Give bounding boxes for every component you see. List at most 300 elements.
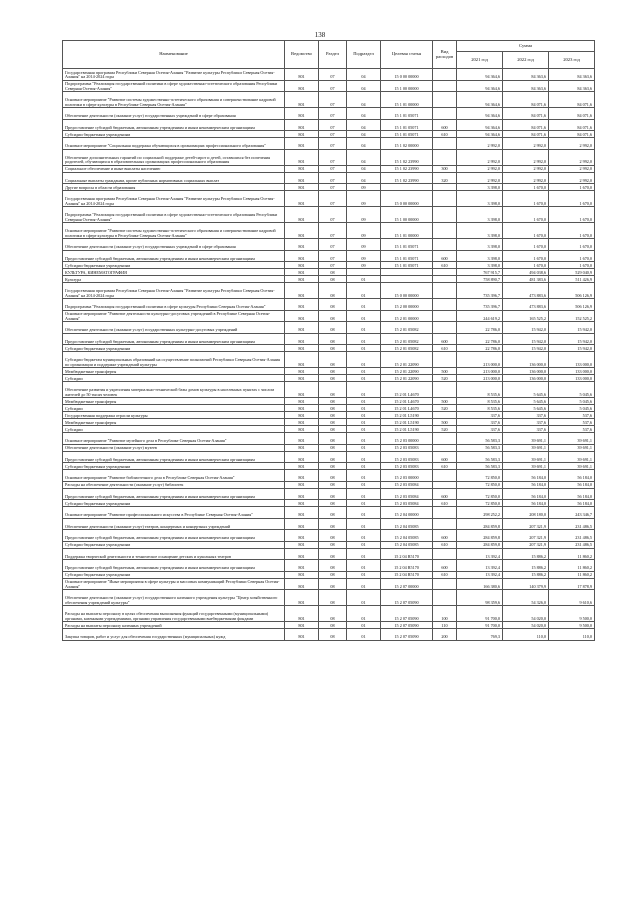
row-exp-type [433, 518, 457, 530]
row-sum-2021: 56 583,3 [457, 444, 503, 451]
row-sum-2022: 2 992,0 [503, 138, 549, 150]
row-section: 08 [319, 590, 347, 606]
row-sum-2022: 39 691,1 [503, 463, 549, 470]
row-sum-2023: 537,6 [549, 419, 595, 426]
row-name: Обеспечение деятельности (оказание услуг) музеев [63, 444, 285, 451]
row-sum-2022: 481 383,6 [503, 276, 549, 283]
row-subsection: 04 [347, 172, 381, 184]
row-exp-type: 520 [433, 375, 457, 382]
row-sum-2023: 39 691,1 [549, 463, 595, 470]
row-sum-2021: 2 992,0 [457, 172, 503, 184]
table-row [63, 622, 595, 629]
row-exp-type [433, 470, 457, 482]
row-exp-type [433, 433, 457, 445]
row-sum-2022: 56 184,0 [503, 488, 549, 500]
row-name: Субсидии бюджетным учреждениям [63, 500, 285, 507]
row-sum-2021: 735 396,7 [457, 299, 503, 311]
row-exp-type: 600 [433, 333, 457, 345]
table-row [63, 398, 595, 405]
row-sum-2023: 84 363,6 [549, 69, 595, 81]
row-subsection: 01 [347, 310, 381, 322]
row-sum-2023: 11 860,2 [549, 560, 595, 572]
row-sum-2023: 39 691,1 [549, 451, 595, 463]
row-target: 15 1 02 23990 [381, 172, 433, 184]
row-target: 15 2 03 05083 [381, 463, 433, 470]
row-sum-2021: 94 364,6 [457, 92, 503, 108]
row-sum-2023: 84 363,6 [549, 80, 595, 92]
row-section: 08 [319, 451, 347, 463]
row-ministry: 801 [285, 433, 319, 445]
row-exp-type [433, 481, 457, 488]
row-sum-2023: 84 071,6 [549, 108, 595, 120]
row-subsection: 01 [347, 500, 381, 507]
row-ministry: 801 [285, 578, 319, 590]
row-exp-type: 600 [433, 250, 457, 262]
row-name: Предоставление субсидий бюджетным, автономным учреждениям и иным некоммерческим организациям [63, 333, 285, 345]
row-sum-2022: 207 321,9 [503, 541, 549, 548]
row-subsection: 01 [347, 578, 381, 590]
row-subsection: 04 [347, 149, 381, 165]
budget-table [62, 40, 595, 641]
row-ministry: 801 [285, 92, 319, 108]
row-name: Предоставление субсидий бюджетным, автономным учреждениям и иным некоммерческим организациям [63, 451, 285, 463]
row-ministry: 801 [285, 518, 319, 530]
table-row [63, 530, 595, 542]
row-subsection: 01 [347, 375, 381, 382]
row-target: 15 2 07 05090 [381, 622, 433, 629]
row-sum-2023: 506 126,9 [549, 283, 595, 299]
row-target: 15 2 04 00000 [381, 507, 433, 519]
row-exp-type [433, 223, 457, 239]
row-name: Основное мероприятие "Иные мероприятия в сфере культуры и массовых коммуникаций Республики Северная Осетия-Алания" [63, 578, 285, 590]
row-exp-type: 520 [433, 426, 457, 433]
row-section: 08 [319, 488, 347, 500]
row-subsection: 09 [347, 191, 381, 207]
row-subsection: 01 [347, 541, 381, 548]
row-ministry: 801 [285, 560, 319, 572]
row-sum-2023: 5 045,6 [549, 382, 595, 398]
row-sum-2021: 213 000,0 [457, 368, 503, 375]
row-sum-2022: 136 000,0 [503, 368, 549, 375]
row-exp-type: 610 [433, 541, 457, 548]
row-ministry: 801 [285, 191, 319, 207]
row-sum-2022: 337,6 [503, 412, 549, 419]
row-target: 15 2 01 00000 [381, 310, 433, 322]
row-section: 07 [319, 207, 347, 223]
row-sum-2022: 207 321,9 [503, 530, 549, 542]
row-sum-2022: 136 000,0 [503, 375, 549, 382]
row-exp-type [433, 548, 457, 560]
row-ministry: 801 [285, 345, 319, 352]
row-subsection: 01 [347, 518, 381, 530]
row-sum-2023: 56 184,0 [549, 470, 595, 482]
row-name: Межбюджетные трансферты [63, 368, 285, 375]
row-sum-2023: 2 992,0 [549, 138, 595, 150]
row-sum-2023: 529 040,9 [549, 269, 595, 276]
table-row [63, 419, 595, 426]
row-sum-2022: 494 038,6 [503, 269, 549, 276]
row-section: 07 [319, 149, 347, 165]
row-section: 08 [319, 481, 347, 488]
row-exp-type [433, 239, 457, 251]
row-section: 08 [319, 419, 347, 426]
header-sum: Сумма [457, 41, 595, 52]
row-section: 07 [319, 119, 347, 131]
row-target: 15 2 04 05085 [381, 541, 433, 548]
row-name: Расходы на выплаты персоналу в целях обеспечения выполнения функций государственными (муниципальными) органами, казенными учреждениями, органами управления государственными внебюджетными фондами [63, 606, 285, 622]
row-sum-2022: 15 886,2 [503, 571, 549, 578]
row-section: 08 [319, 405, 347, 412]
row-target: 15 2 01 L5190 [381, 412, 433, 419]
row-ministry: 801 [285, 500, 319, 507]
row-subsection: 09 [347, 207, 381, 223]
row-name: Субсидии бюджетным учреждениям [63, 131, 285, 138]
row-subsection: 01 [347, 382, 381, 398]
row-sum-2022: 15 886,2 [503, 560, 549, 572]
row-sum-2023: 56 184,0 [549, 500, 595, 507]
row-sum-2023: 537,6 [549, 426, 595, 433]
row-sum-2021: 8 535,6 [457, 405, 503, 412]
row-target: 15 2 03 05084 [381, 481, 433, 488]
row-ministry: 801 [285, 590, 319, 606]
row-name: Расходы на обеспечение деятельности (оказание услуг) библиотек [63, 481, 285, 488]
row-sum-2021: 72 850,0 [457, 500, 503, 507]
row-name: Государственная программа Республики Северная Осетия-Алания "Развитие культуры Республики Северная Осетия-Алания" на 2014-2024 годы [63, 69, 285, 81]
row-sum-2022: 165 525,2 [503, 310, 549, 322]
row-section: 08 [319, 518, 347, 530]
row-subsection: 04 [347, 108, 381, 120]
table-row [63, 250, 595, 262]
row-target: 15 2 03 00000 [381, 470, 433, 482]
row-target: 15 2 07 05090 [381, 590, 433, 606]
row-sum-2021: 3 398,0 [457, 239, 503, 251]
row-exp-type [433, 184, 457, 191]
row-sum-2021: 72 850,0 [457, 481, 503, 488]
row-target [381, 269, 433, 276]
row-subsection: 01 [347, 299, 381, 311]
row-sum-2022: 2 992,0 [503, 165, 549, 172]
row-section: 08 [319, 283, 347, 299]
row-sum-2022: 136 000,0 [503, 352, 549, 368]
row-target: 15 1 02 23990 [381, 149, 433, 165]
row-name: Субсидии [63, 375, 285, 382]
row-sum-2023: 1 670,0 [549, 223, 595, 239]
table-row [63, 149, 595, 165]
row-name: Поддержка творческой деятельности и техническое оснащение детских и кукольных театров [63, 548, 285, 560]
row-sum-2022: 473 883,6 [503, 283, 549, 299]
table-row [63, 138, 595, 150]
row-name: Обеспечение деятельности (оказание услуг) государственных учреждений в сфере образования [63, 239, 285, 251]
row-name: КУЛЬТУРА, КИНЕМАТОГРАФИЯ [63, 269, 285, 276]
row-exp-type [433, 92, 457, 108]
row-name: Обеспечение деятельности (оказание услуг) государственных учреждений в сфере образования [63, 108, 285, 120]
row-subsection: 01 [347, 333, 381, 345]
row-exp-type [433, 80, 457, 92]
row-ministry: 801 [285, 382, 319, 398]
row-section: 08 [319, 310, 347, 322]
row-section: 08 [319, 629, 347, 641]
header-subsection: Подраздел [347, 41, 381, 69]
header-year-2022: 2022 год [503, 52, 549, 69]
row-sum-2022: 84 363,6 [503, 69, 549, 81]
row-name: Подпрограмма "Реализация государственной политики в сфере художественно-эстетического образования Республики Северная Осетия-Алания" [63, 207, 285, 223]
row-section: 08 [319, 444, 347, 451]
row-sum-2023: 133 000,0 [549, 352, 595, 368]
row-ministry: 801 [285, 119, 319, 131]
table-row [63, 433, 595, 445]
table-row [63, 345, 595, 352]
table-row [63, 451, 595, 463]
row-ministry: 801 [285, 172, 319, 184]
row-target: 15 0 00 00000 [381, 69, 433, 81]
row-exp-type: 200 [433, 629, 457, 641]
row-section: 08 [319, 398, 347, 405]
row-target: 15 2 01 05082 [381, 322, 433, 334]
row-sum-2021: 13 392,4 [457, 548, 503, 560]
row-ministry: 801 [285, 412, 319, 419]
row-sum-2021: 22 786,0 [457, 345, 503, 352]
row-sum-2023: 84 071,6 [549, 119, 595, 131]
row-target: 15 2 01 L4670 [381, 405, 433, 412]
row-section: 07 [319, 262, 347, 269]
table-row [63, 262, 595, 269]
row-sum-2021: 94 364,6 [457, 119, 503, 131]
row-subsection: 01 [347, 352, 381, 368]
row-exp-type [433, 507, 457, 519]
row-sum-2023: 506 126,9 [549, 299, 595, 311]
row-section: 07 [319, 172, 347, 184]
row-subsection: 01 [347, 590, 381, 606]
row-sum-2022: 2 992,0 [503, 172, 549, 184]
row-sum-2023: 84 071,6 [549, 131, 595, 138]
row-sum-2021: 767 915,7 [457, 269, 503, 276]
row-section: 08 [319, 606, 347, 622]
row-target: 15 2 01 L5190 [381, 419, 433, 426]
table-row [63, 283, 595, 299]
table-row [63, 541, 595, 548]
row-subsection: 01 [347, 481, 381, 488]
row-ministry: 801 [285, 405, 319, 412]
table-row [63, 172, 595, 184]
row-name: Предоставление субсидий бюджетным, автономным учреждениям и иным некоммерческим организациям [63, 488, 285, 500]
row-ministry: 801 [285, 488, 319, 500]
row-subsection: 04 [347, 92, 381, 108]
row-sum-2022: 1 670,0 [503, 191, 549, 207]
table-row [63, 578, 595, 590]
row-section: 07 [319, 184, 347, 191]
row-sum-2021: 284 859,8 [457, 518, 503, 530]
row-sum-2022: 84 071,6 [503, 92, 549, 108]
row-target: 15 2 00 00000 [381, 299, 433, 311]
row-sum-2022: 84 071,6 [503, 108, 549, 120]
row-target: 15 2 04 05085 [381, 530, 433, 542]
row-sum-2023: 9 500,0 [549, 622, 595, 629]
row-sum-2021: 72 850,0 [457, 470, 503, 482]
row-subsection: 01 [347, 276, 381, 283]
row-subsection: 01 [347, 560, 381, 572]
row-subsection: 01 [347, 283, 381, 299]
row-name: Предоставление субсидий бюджетным, автономным учреждениям и иным некоммерческим организациям [63, 119, 285, 131]
row-exp-type: 320 [433, 172, 457, 184]
row-sum-2022: 1 670,0 [503, 239, 549, 251]
row-target: 15 1 00 00000 [381, 207, 433, 223]
row-section: 07 [319, 108, 347, 120]
row-target [381, 276, 433, 283]
row-sum-2023: 1 670,0 [549, 262, 595, 269]
table-row [63, 108, 595, 120]
row-target: 15 1 01 00000 [381, 92, 433, 108]
header-year-2023: 2023 год [549, 52, 595, 69]
row-sum-2023: 231 486,5 [549, 518, 595, 530]
row-subsection: 01 [347, 571, 381, 578]
row-name: Обеспечение деятельности (оказание услуг) театров, концертных и концертных учреждений [63, 518, 285, 530]
row-ministry: 801 [285, 463, 319, 470]
row-sum-2023: 2 992,0 [549, 165, 595, 172]
header-exp-type: Вид расходов [433, 41, 457, 69]
row-target: 15 2 01 L5190 [381, 426, 433, 433]
table-row [63, 119, 595, 131]
row-name: Субсидии [63, 426, 285, 433]
row-target: 15 2 03 05084 [381, 500, 433, 507]
row-ministry: 801 [285, 606, 319, 622]
row-subsection: 01 [347, 419, 381, 426]
row-sum-2023: 231 486,5 [549, 541, 595, 548]
table-row [63, 269, 595, 276]
row-sum-2022: 56 184,0 [503, 481, 549, 488]
row-name: Межбюджетные трансферты [63, 419, 285, 426]
row-section: 07 [319, 131, 347, 138]
row-section: 08 [319, 352, 347, 368]
row-section: 08 [319, 548, 347, 560]
row-ministry: 801 [285, 481, 319, 488]
row-sum-2023: 537,6 [549, 412, 595, 419]
table-row [63, 310, 595, 322]
row-ministry: 801 [285, 239, 319, 251]
row-name: Государственная программа Республики Северная Осетия-Алания "Развитие культуры Республики Северная Осетия-Алания" на 2014-2024 годы [63, 283, 285, 299]
table-row [63, 207, 595, 223]
row-exp-type [433, 191, 457, 207]
row-section: 07 [319, 138, 347, 150]
table-row [63, 548, 595, 560]
row-subsection: 04 [347, 138, 381, 150]
row-name: Социальные выплаты гражданам, кроме публичных нормативных социальных выплат [63, 172, 285, 184]
row-section: 08 [319, 412, 347, 419]
row-name: Субсидии бюджетным учреждениям [63, 541, 285, 548]
row-exp-type: 600 [433, 560, 457, 572]
row-name: Предоставление субсидий бюджетным, автономным учреждениям и иным некоммерческим организациям [63, 560, 285, 572]
row-ministry: 801 [285, 283, 319, 299]
row-sum-2023: 39 691,1 [549, 444, 595, 451]
table-row [63, 463, 595, 470]
row-exp-type: 610 [433, 131, 457, 138]
row-sum-2021: 13 392,4 [457, 560, 503, 572]
table-row [63, 560, 595, 572]
row-exp-type: 110 [433, 622, 457, 629]
row-ministry: 801 [285, 149, 319, 165]
row-sum-2023: 243 346,7 [549, 507, 595, 519]
row-sum-2023: 11 860,2 [549, 571, 595, 578]
row-sum-2022: 1 670,0 [503, 262, 549, 269]
row-name: Обеспечение дополнительных гарантий по социальной поддержке детей-сирот и детей, оставшихся без попечения родителей, обучающихся в образовательных организациях профессионального образования [63, 149, 285, 165]
row-section: 08 [319, 433, 347, 445]
row-ministry: 801 [285, 269, 319, 276]
row-sum-2021: 91 700,0 [457, 622, 503, 629]
row-target: 15 2 01 L4670 [381, 398, 433, 405]
row-target: 15 2 04 R5170 [381, 571, 433, 578]
row-exp-type [433, 283, 457, 299]
row-sum-2023: 15 942,0 [549, 322, 595, 334]
row-ministry: 801 [285, 419, 319, 426]
row-section: 08 [319, 622, 347, 629]
row-sum-2021: 3 398,0 [457, 184, 503, 191]
row-name: Закупка товаров, работ и услуг для обеспечения государственных (муниципальных) нужд [63, 629, 285, 641]
header-section: Раздел [319, 41, 347, 69]
row-sum-2021: 8 535,6 [457, 382, 503, 398]
row-sum-2021: 337,6 [457, 412, 503, 419]
row-sum-2021: 3 398,0 [457, 223, 503, 239]
row-exp-type: 600 [433, 530, 457, 542]
row-sum-2023: 56 184,0 [549, 488, 595, 500]
row-sum-2022: 54 020,0 [503, 622, 549, 629]
row-section: 07 [319, 69, 347, 81]
table-row [63, 333, 595, 345]
row-sum-2023: 133 000,0 [549, 375, 595, 382]
row-exp-type: 100 [433, 606, 457, 622]
row-section: 08 [319, 463, 347, 470]
row-target: 15 1 01 05071 [381, 108, 433, 120]
row-ministry: 801 [285, 207, 319, 223]
row-section: 08 [319, 426, 347, 433]
row-exp-type [433, 138, 457, 150]
row-section: 07 [319, 165, 347, 172]
row-target: 15 1 01 00000 [381, 223, 433, 239]
row-ministry: 801 [285, 451, 319, 463]
row-name: Субсидии бюджетным учреждениям [63, 463, 285, 470]
row-subsection: 01 [347, 412, 381, 419]
row-section: 07 [319, 239, 347, 251]
row-sum-2021: 284 859,8 [457, 530, 503, 542]
row-subsection: 01 [347, 463, 381, 470]
row-ministry: 801 [285, 322, 319, 334]
header-target: Целевая статья [381, 41, 433, 69]
row-sum-2022: 54 020,0 [503, 606, 549, 622]
row-section: 08 [319, 382, 347, 398]
row-sum-2023: 133 000,0 [549, 368, 595, 375]
row-target: 15 2 04 R5170 [381, 548, 433, 560]
row-sum-2022: 15 942,0 [503, 333, 549, 345]
row-sum-2022: 1 670,0 [503, 207, 549, 223]
row-sum-2023: 152 525,2 [549, 310, 595, 322]
row-sum-2021: 13 392,4 [457, 571, 503, 578]
row-sum-2023: 15 942,0 [549, 333, 595, 345]
row-ministry: 801 [285, 398, 319, 405]
row-sum-2021: 2 992,0 [457, 138, 503, 150]
row-ministry: 801 [285, 444, 319, 451]
row-target: 15 2 01 22090 [381, 352, 433, 368]
row-sum-2023: 5 045,6 [549, 398, 595, 405]
row-name: Основное мероприятие "Развитие библиотечного дела в Республике Северная Осетия-Алания" [63, 470, 285, 482]
table-row [63, 405, 595, 412]
row-sum-2022: 39 691,1 [503, 444, 549, 451]
row-name: Основное мероприятие "Развитие профессионального искусства в Республике Северная Осетия-Алания" [63, 507, 285, 519]
row-ministry: 801 [285, 276, 319, 283]
row-sum-2022: 39 691,1 [503, 433, 549, 445]
row-section: 08 [319, 299, 347, 311]
row-exp-type [433, 276, 457, 283]
row-name: Обеспечение деятельности (оказание услуг) государственных культурно-досуговых учреждений [63, 322, 285, 334]
row-subsection: 04 [347, 69, 381, 81]
row-ministry: 801 [285, 262, 319, 269]
